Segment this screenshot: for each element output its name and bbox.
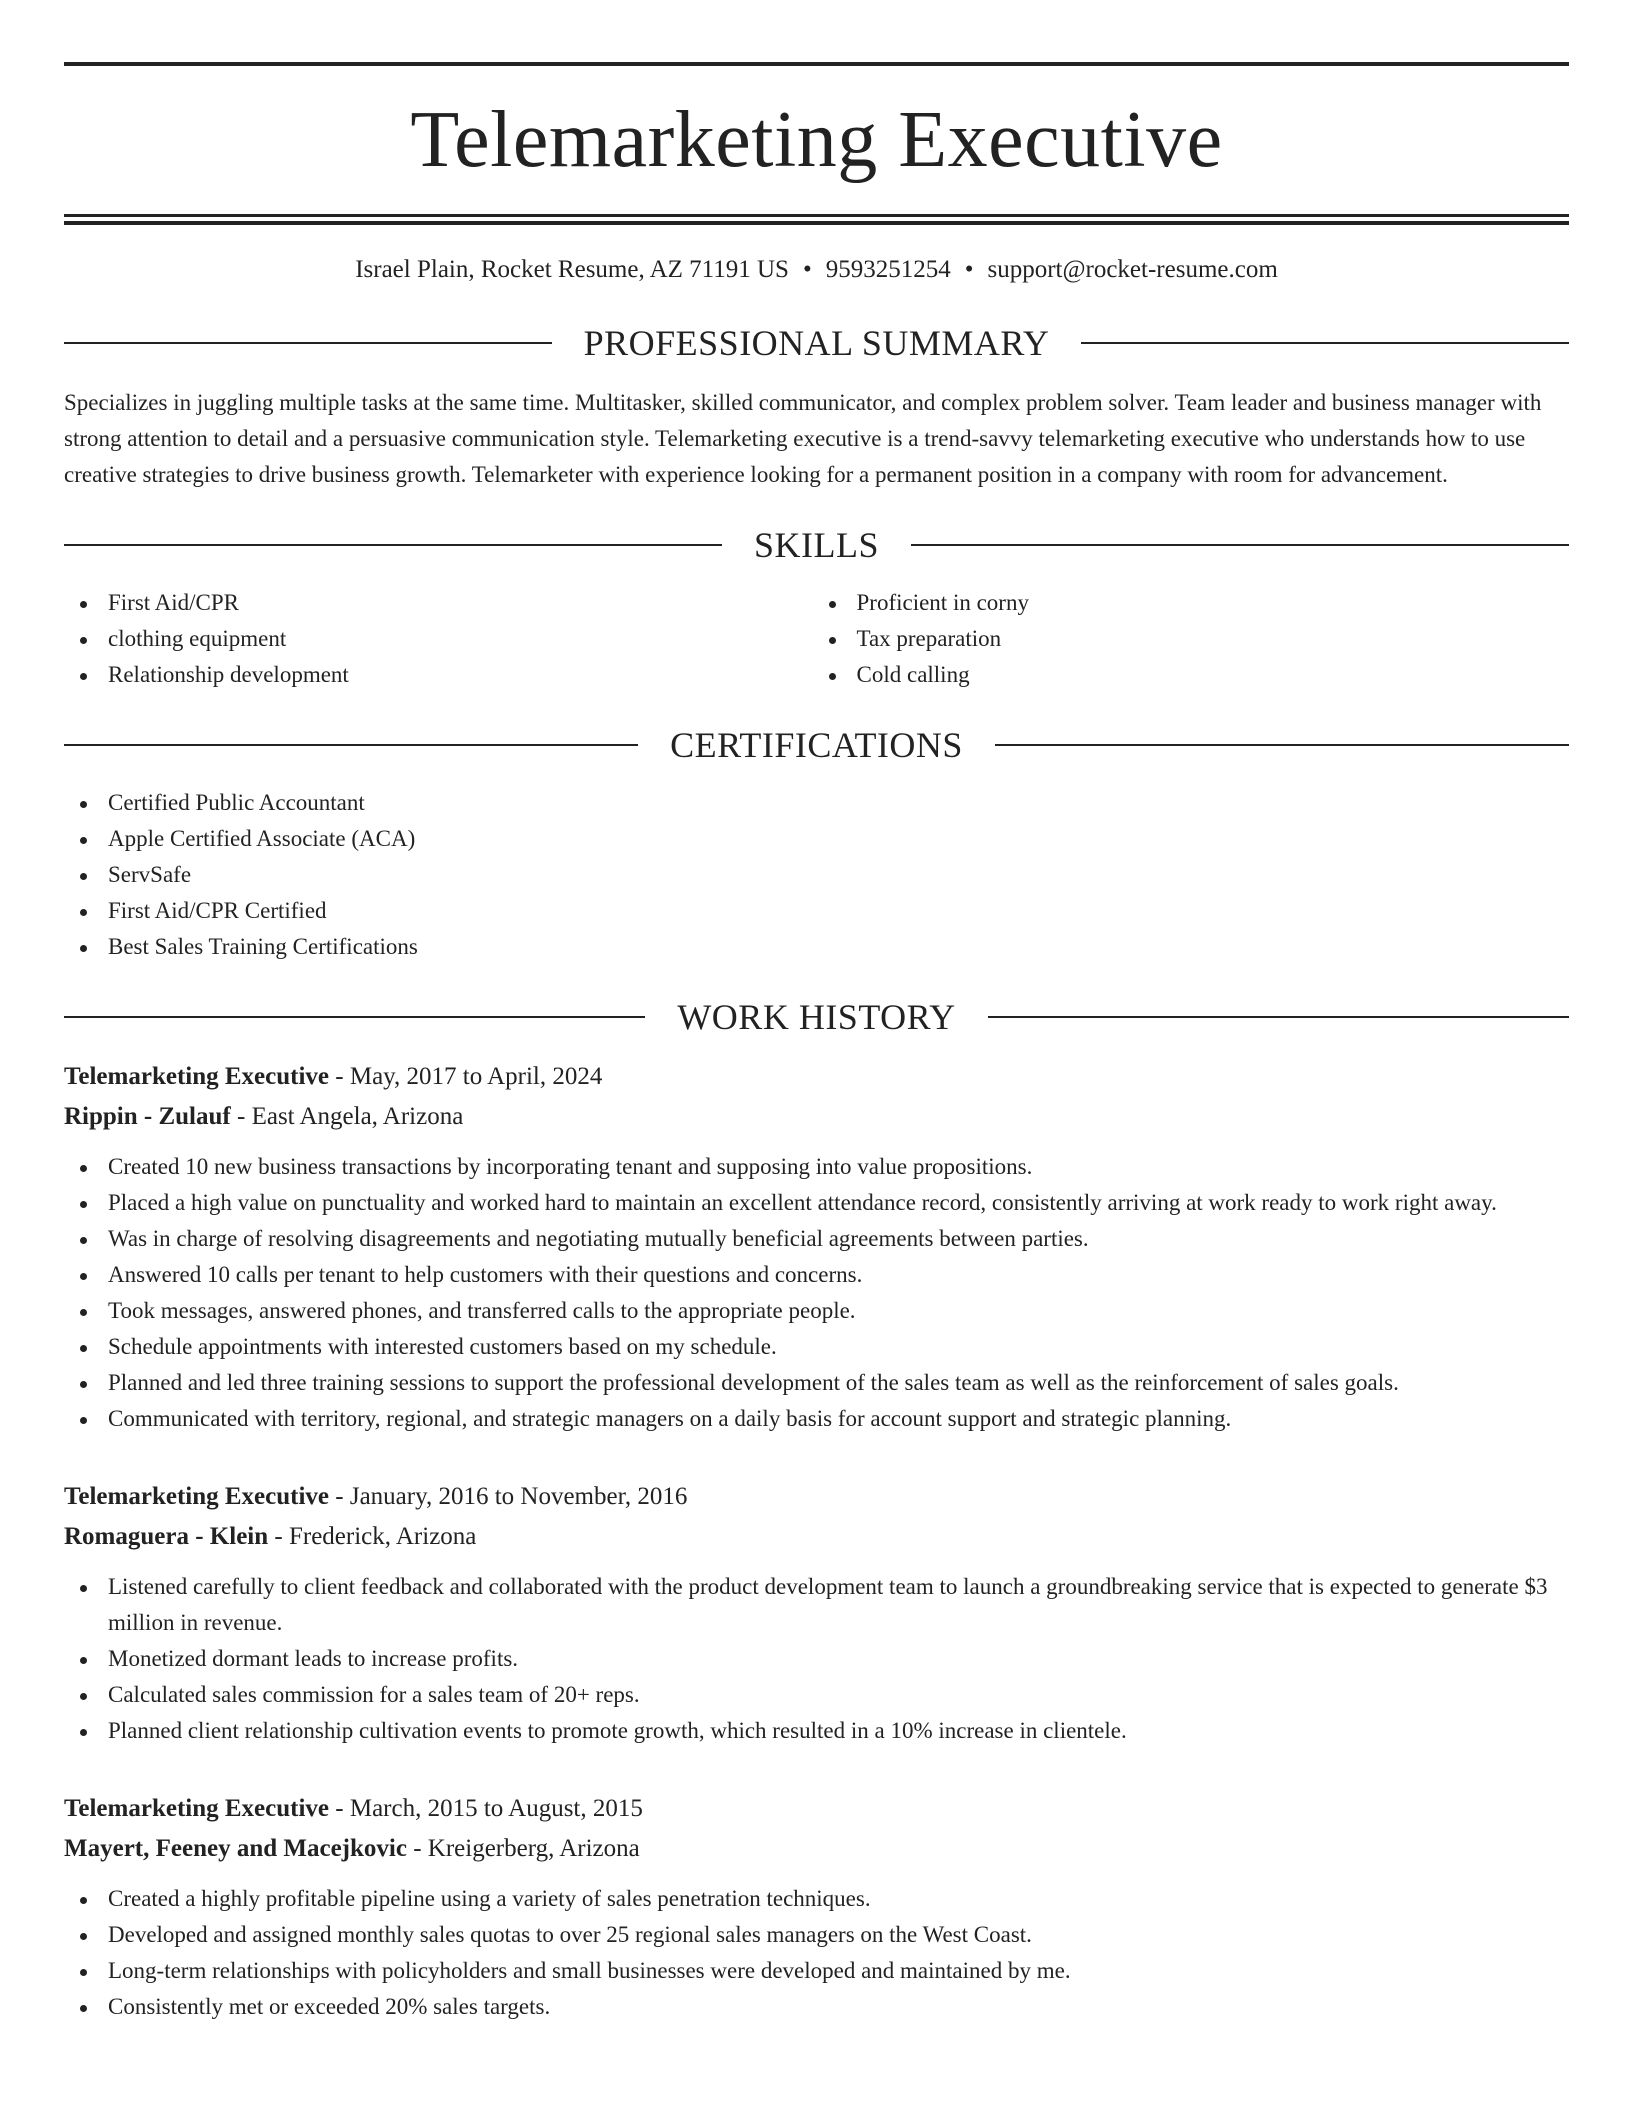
section-title-certifications: CERTIFICATIONS xyxy=(670,725,963,765)
job-bullet: Took messages, answered phones, and transferred calls to the appropriate people. xyxy=(64,1293,1569,1329)
job-bullet: Planned client relationship cultivation events to promote growth, which resulted in a 10% increase in clientele. xyxy=(64,1713,1569,1749)
section-header-summary xyxy=(64,325,1569,361)
job-title-line xyxy=(64,1789,1569,1829)
company-line xyxy=(64,1829,1569,1869)
job-bullet: Long-term relationships with policyholders and small businesses were developed and maintained by me. xyxy=(64,1953,1569,1989)
summary-text: Specializes in juggling multiple tasks at the same time. Multitasker, skilled communicator, and complex problem solver. Team leader and business manager with strong attention to detail and a persuasive communication style. Telemarketing executive is a trend-savvy telemarketing executive who understands how to use creative strategies to drive business growth. Telemarketer with experience looking for a permanent position in a company with room for advancement. xyxy=(64,390,1542,487)
company-location: - Frederick, Arizona xyxy=(268,1523,477,1550)
job-dates: - May, 2017 to April, 2024 xyxy=(329,1063,603,1090)
section-title-summary: PROFESSIONAL SUMMARY xyxy=(583,323,1050,363)
skill-item: First Aid/CPR xyxy=(64,585,817,621)
contact-address: Israel Plain, Rocket Resume, AZ 71191 US xyxy=(355,256,789,283)
certification-item: ServSafe xyxy=(64,857,1569,893)
section-header-certifications xyxy=(64,727,1569,763)
certification-item: Best Sales Training Certifications xyxy=(64,929,1569,965)
skills-grid xyxy=(64,585,1569,693)
skills-column-1 xyxy=(64,585,817,693)
section-rule-right xyxy=(1081,342,1569,344)
job-bullet: Created a highly profitable pipeline using a variety of sales penetration techniques. xyxy=(64,1881,1569,1917)
certification-item: Certified Public Accountant xyxy=(64,785,1569,821)
section-title-skills: SKILLS xyxy=(754,525,880,565)
job-title: Telemarketing Executive xyxy=(64,1063,330,1090)
double-rule xyxy=(64,214,1569,225)
job-bullet: Communicated with territory, regional, and strategic managers on a daily basis for account support and strategic planning. xyxy=(64,1401,1569,1437)
certification-item: Apple Certified Associate (ACA) xyxy=(64,821,1569,857)
skill-item: Proficient in corny xyxy=(817,585,1570,621)
job-bullet: Calculated sales commission for a sales team of 20+ reps. xyxy=(64,1677,1569,1713)
job-bullet: Monetized dormant leads to increase profits. xyxy=(64,1641,1569,1677)
contact-email: support@rocket-resume.com xyxy=(987,256,1278,283)
company-location: - Kreigerberg, Arizona xyxy=(406,1835,640,1862)
section-title-work: WORK HISTORY xyxy=(677,997,956,1037)
section-header-skills xyxy=(64,527,1569,563)
job-dates: - March, 2015 to August, 2015 xyxy=(329,1795,643,1822)
job-bullets xyxy=(64,1149,1569,1437)
job-bullet: Planned and led three training sessions to support the professional development of the sales team as well as the reinforcement of sales goals. xyxy=(64,1365,1569,1401)
job-entry xyxy=(64,1477,1569,1749)
skill-item: Tax preparation xyxy=(817,621,1570,657)
certifications-list xyxy=(64,785,1569,965)
job-title: Telemarketing Executive xyxy=(64,1483,330,1510)
contact-separator: • xyxy=(964,256,974,283)
contact-phone: 9593251254 xyxy=(825,256,951,283)
top-rule xyxy=(64,62,1569,66)
company-name: Mayert, Feeney and Macejkovic xyxy=(64,1835,407,1862)
job-bullet: Created 10 new business transactions by incorporating tenant and supposing into value propositions. xyxy=(64,1149,1569,1185)
job-bullets xyxy=(64,1569,1569,1749)
job-bullet: Schedule appointments with interested customers based on my schedule. xyxy=(64,1329,1569,1365)
job-entry xyxy=(64,1789,1569,2025)
company-name: Rippin - Zulauf xyxy=(64,1103,231,1130)
certification-item: First Aid/CPR Certified xyxy=(64,893,1569,929)
job-bullet: Answered 10 calls per tenant to help customers with their questions and concerns. xyxy=(64,1257,1569,1293)
company-location: - East Angela, Arizona xyxy=(230,1103,464,1130)
company-name: Romaguera - Klein xyxy=(64,1523,269,1550)
job-bullet: Was in charge of resolving disagreements and negotiating mutually beneficial agreements between parties. xyxy=(64,1221,1569,1257)
job-bullets xyxy=(64,1881,1569,2025)
company-line xyxy=(64,1517,1569,1557)
section-rule-left xyxy=(64,744,638,746)
section-rule-right xyxy=(911,544,1569,546)
job-bullet: Placed a high value on punctuality and worked hard to maintain an excellent attendance record, consistently arriving at work ready to work right away. xyxy=(64,1185,1569,1221)
job-bullet: Developed and assigned monthly sales quotas to over 25 regional sales managers on the West Coast. xyxy=(64,1917,1569,1953)
contact-separator: • xyxy=(802,256,812,283)
skill-item: clothing equipment xyxy=(64,621,817,657)
resume-name: Telemarketing Executive xyxy=(410,96,1223,184)
section-rule-left xyxy=(64,342,552,344)
company-line xyxy=(64,1097,1569,1137)
section-rule-right xyxy=(995,744,1569,746)
job-bullet: Listened carefully to client feedback and collaborated with the product development team to launch a groundbreaking service that is expected to generate $3 million in revenue. xyxy=(64,1569,1569,1641)
job-title: Telemarketing Executive xyxy=(64,1795,330,1822)
section-header-work xyxy=(64,999,1569,1035)
skill-item: Relationship development xyxy=(64,657,817,693)
job-title-line xyxy=(64,1477,1569,1517)
section-rule-right xyxy=(988,1016,1569,1018)
job-title-line xyxy=(64,1057,1569,1097)
job-bullet: Consistently met or exceeded 20% sales targets. xyxy=(64,1989,1569,2025)
section-rule-left xyxy=(64,544,722,546)
section-rule-left xyxy=(64,1016,645,1018)
skill-item: Cold calling xyxy=(817,657,1570,693)
skills-column-2 xyxy=(817,585,1570,693)
contact-line xyxy=(64,255,1569,285)
job-entry xyxy=(64,1057,1569,1437)
job-dates: - January, 2016 to November, 2016 xyxy=(329,1483,688,1510)
